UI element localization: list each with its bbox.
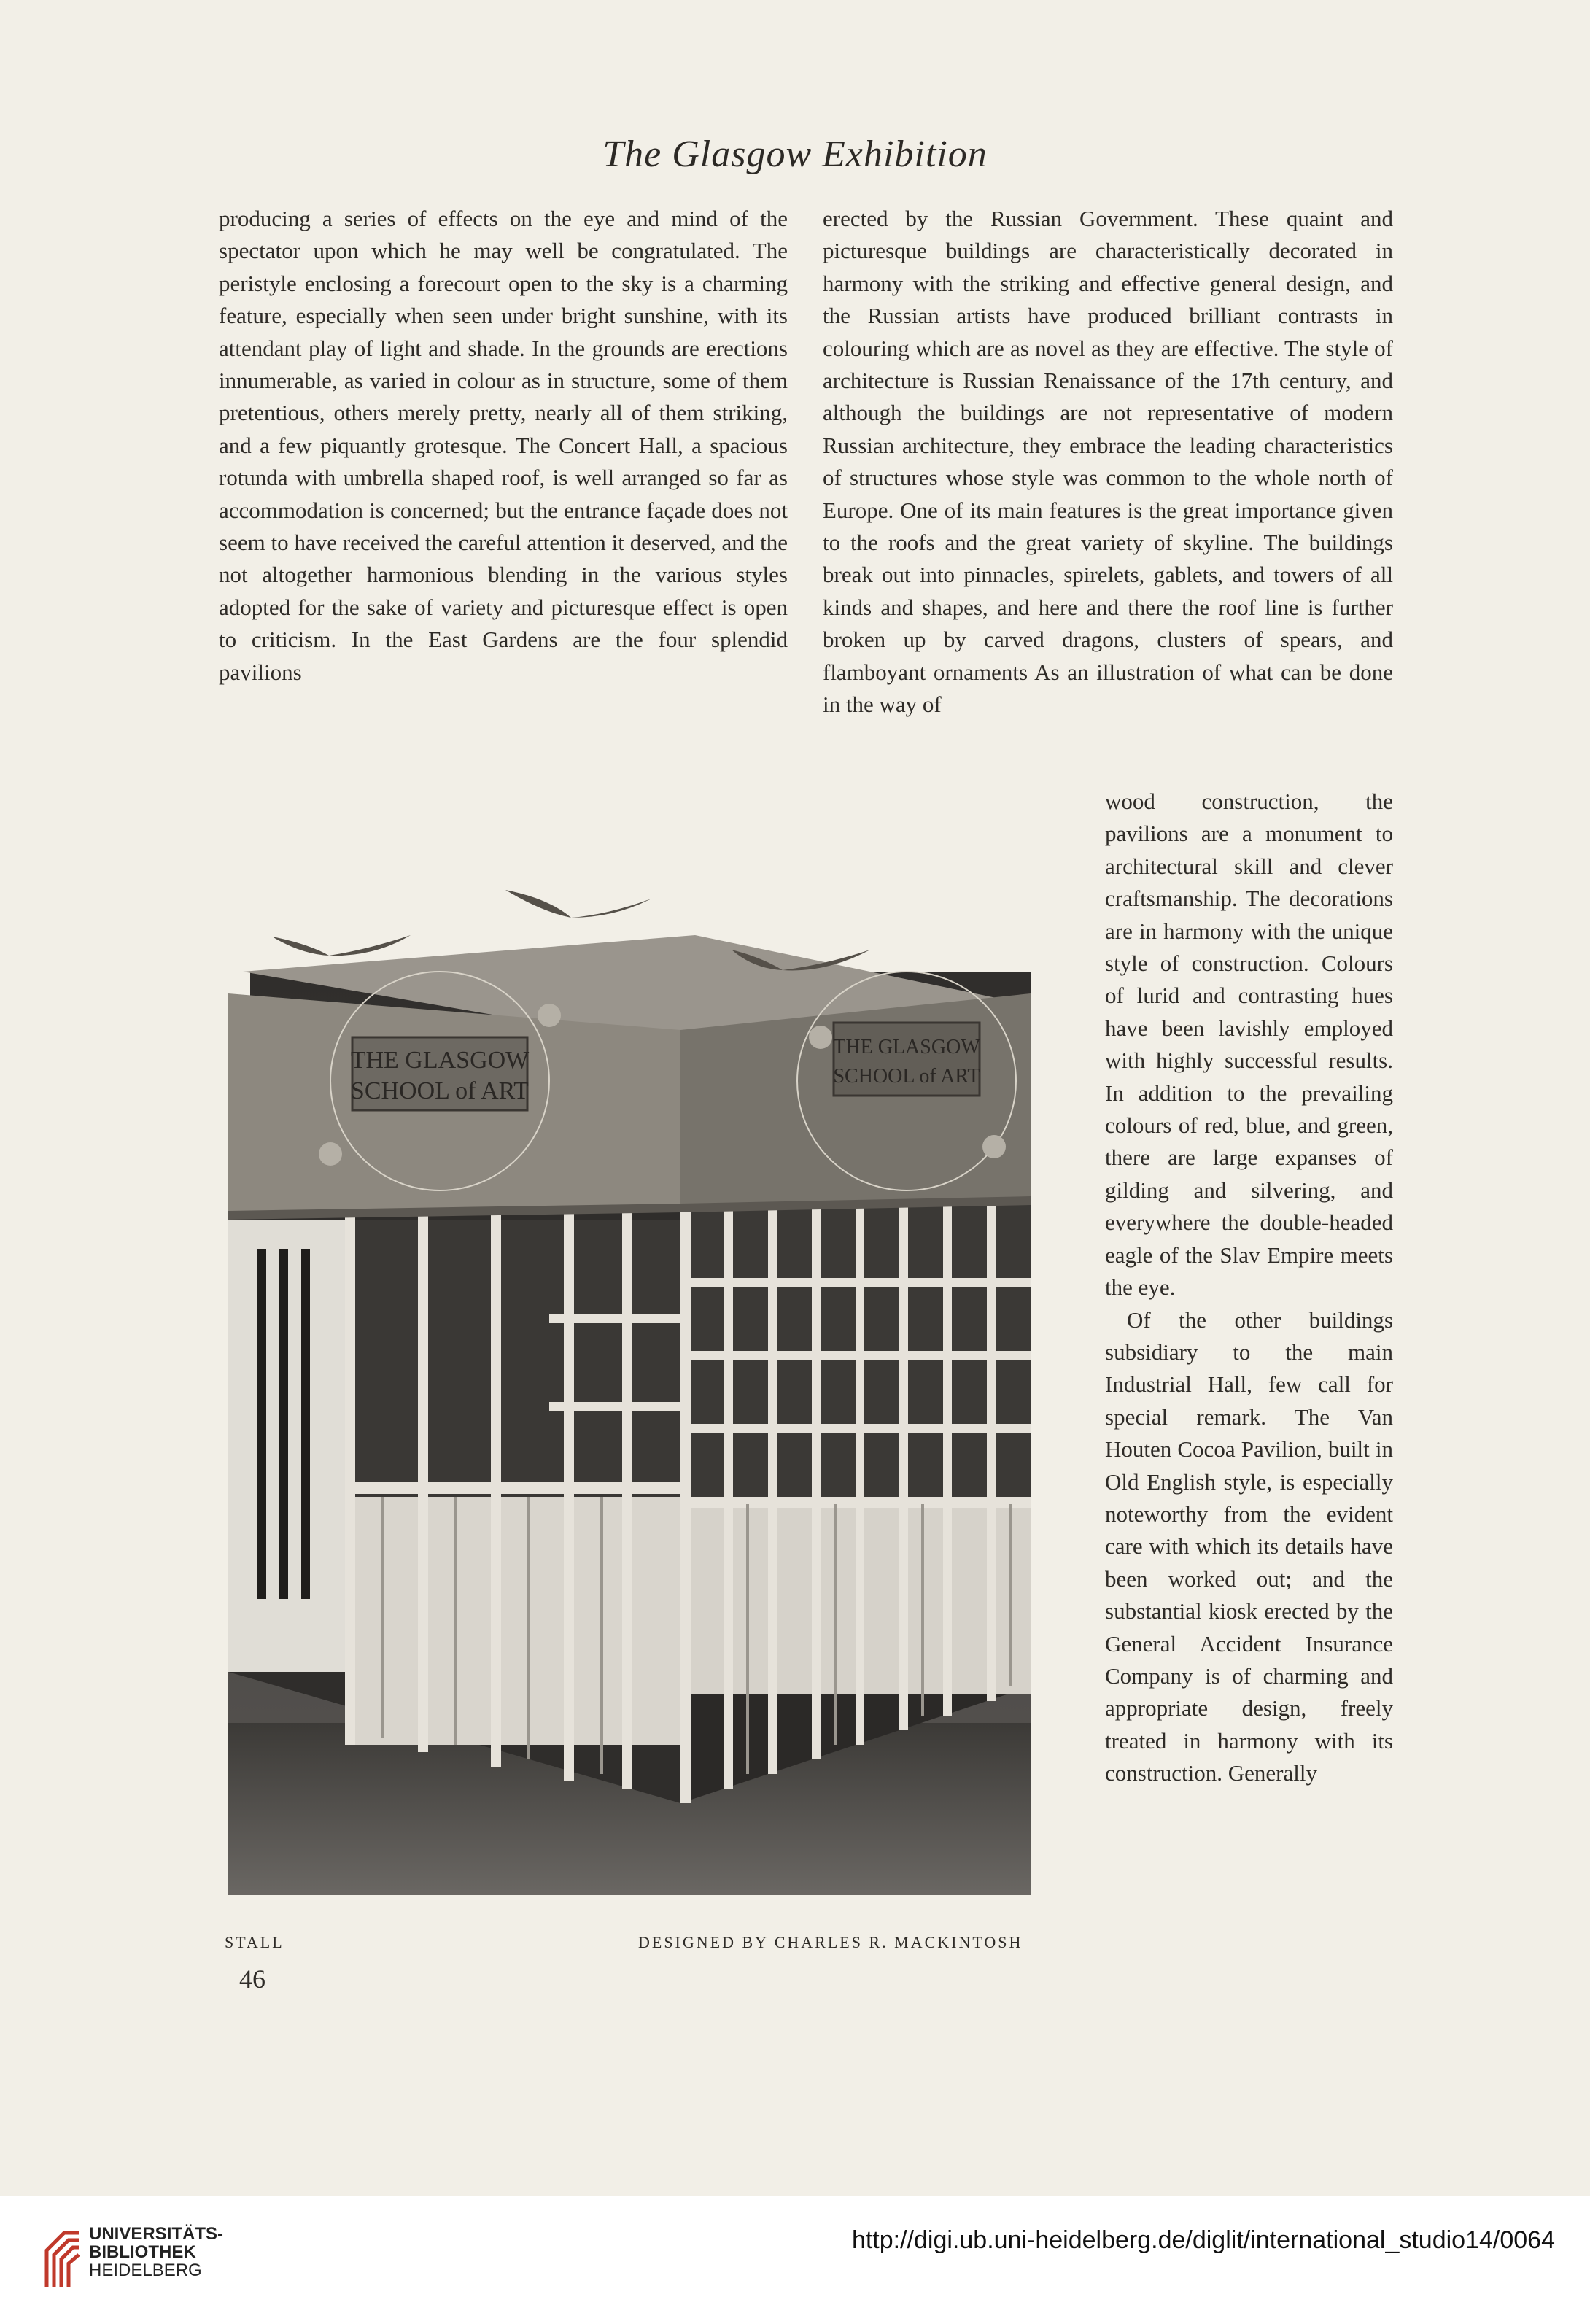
figure-caption-left: STALL [225,1933,284,1951]
sign-line-2: SCHOOL of ART [350,1077,530,1104]
right-narrow-column [1105,786,1393,1790]
left-paragraph: producing a series of effects on the eye and mind of the spectator upon which he may well be congratulated. The peristyle enclosing a forecourt open to the sky is a charming feature, especially when seen under bright sunshine, with its attendant play of light and shade. In the grounds are erections innumerable, as varied in colour as in structure, some of them pretentious, others merely pretty, nearly all of them striking, and a few piquantly grotesque. The Concert Hall, a spacious rotunda with umbrella shaped roof, is well arranged so far as accommodation is concerned; but the entrance façade does not seem to have received the careful attention it deserved, and the not altogether harmonious blending in the various styles adopted for the sake of variety and picturesque effect is open to criticism. In the East Gardens are the four splendid pavilions [219,206,788,685]
right-text-column [823,203,1393,721]
right-paragraph-buildings: Of the other buildings subsidiary to the main Industrial Hall, few call for special remark. The Van Houten Cocoa Pavilion, built in Old English style, is especially noteworthy from the evident care with which its details have been worked out; and the substantial kiosk erected by the General Accident Insurance Company is of charming and appropriate design, freely treated in harmony with its construction. Generally [1105,1306,1393,1786]
source-url-link[interactable]: http://digi.ub.uni-heidelberg.de/diglit/international_studio14/0064 [851,2226,1555,2254]
library-logo-icon [42,2221,82,2295]
sign-line-1: THE GLASGOW [350,1047,530,1074]
library-line-1: UNIVERSITÄTS- [89,2224,224,2244]
running-title: The Glasgow Exhibition [602,133,988,175]
right-paragraph-top: erected by the Russian Government. These quaint and picturesque buildings are characteristically decorated in harmony with the striking and effective general design, and the Russian artists have produced brilliant contrasts in colouring which are as novel as they are effective. The style of architecture is Russian Renaissance of the 17th century, and although the buildings are not representative of modern Russian architecture, they embrace the leading characteristics of structures whose style was common to the whole north of Europe. One of its main features is the great importance given to the roofs and the great variety of skyline. The buildings break out into pinnacles, spirelets, gablets, and towers of all kinds and shapes, and here and there the roof line is further broken up by carved dragons, clusters of spears, and flamboyant ornaments As an illustration of what can be done in the way of [823,206,1393,718]
left-text-column [219,203,788,689]
library-line-3: HEIDELBERG [89,2261,202,2280]
footer-bar [0,2196,1590,2324]
svg-text:THE GLASGOW: THE GLASGOW [833,1036,980,1058]
figure-caption-right: DESIGNED BY CHARLES R. MACKINTOSH [638,1933,1023,1951]
library-line-2: BIBLIOTHEK [89,2242,196,2262]
stall-photograph [228,848,1031,1895]
svg-text:SCHOOL of ART: SCHOOL of ART [833,1065,980,1088]
right-paragraph-wood: wood construction, the pavilions are a monument to architectural skill and clever craftsmanship. The decorations are in harmony with the unique style of construction. Colours of lurid and contrasting hues have been lavishly employed with highly successful results. In addition to the prevailing colours of red, blue, and green, there are large expanses of gilding and silvering, and everywhere the double-headed eagle of the Slav Empire meets the eye. [1105,789,1393,1301]
page-number: 46 [239,1964,265,1994]
library-name [89,2225,223,2280]
